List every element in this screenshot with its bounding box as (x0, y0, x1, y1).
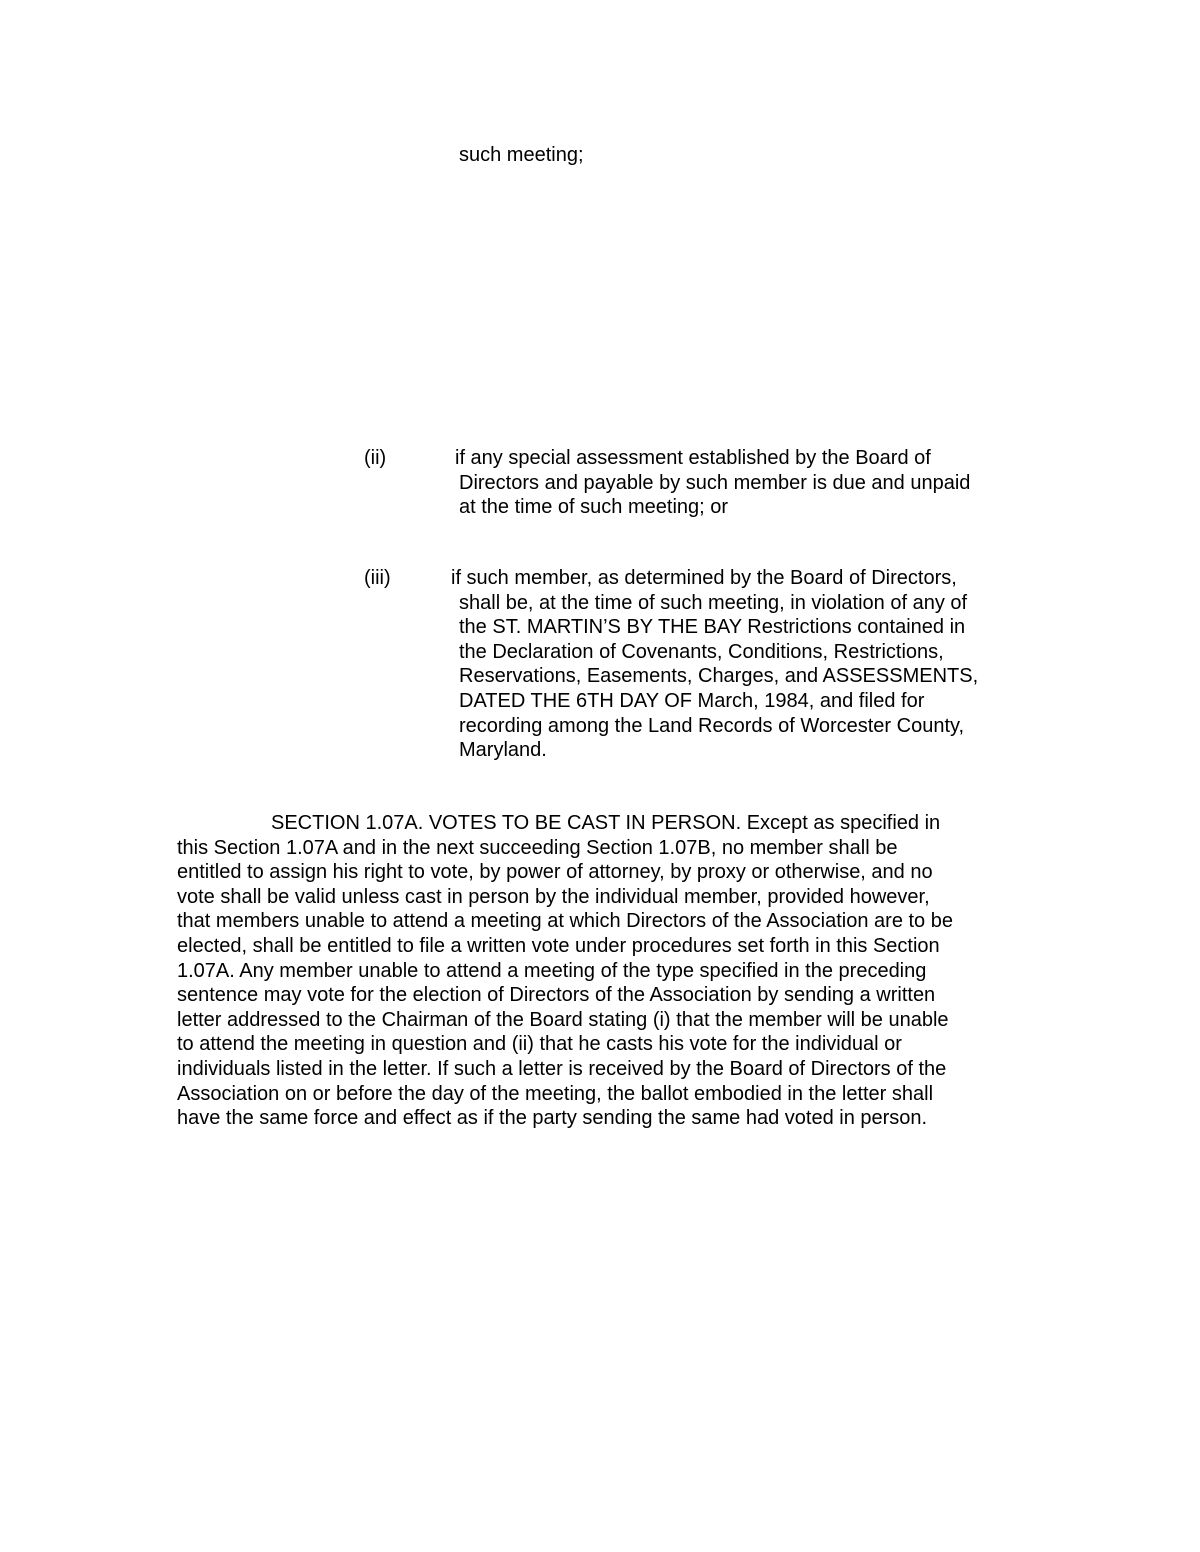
section-line: elected, shall be entitled to file a written vote under procedures set forth in this Section (177, 934, 940, 957)
section-line: Association on or before the day of the meeting, the ballot embodied in the letter shall (177, 1082, 934, 1105)
section-line: to attend the meeting in question and (ii) that he casts his vote for the individual or (177, 1033, 902, 1056)
section-line: sentence may vote for the election of Directors of the Association by sending a written (177, 984, 936, 1007)
list-item-line: at the time of such meeting; or (459, 496, 729, 519)
list-item-line: DATED THE 6TH DAY OF March, 1984, and filed for (459, 689, 925, 712)
list-item-line: Reservations, Easements, Charges, and ASSESSMENTS, (459, 665, 979, 688)
section-line: this Section 1.07A and in the next succeeding Section 1.07B, no member shall be (177, 836, 898, 859)
list-item-line: if such member, as determined by the Board of Directors, (451, 567, 957, 589)
section-line: letter addressed to the Chairman of the Board stating (i) that the member will be unable (177, 1008, 949, 1031)
list-item-marker: (iii) (364, 567, 391, 589)
section-line: individuals listed in the letter. If such a letter is received by the Board of Directors of the (177, 1057, 947, 1080)
list-item-line: the Declaration of Covenants, Conditions, Restrictions, (459, 640, 944, 663)
section-line: that members unable to attend a meeting at which Directors of the Association are to be (177, 910, 953, 933)
list-item-line: recording among the Land Records of Worcester County, (459, 714, 965, 737)
section-1-07a (177, 811, 1057, 1131)
list-item-line: the ST. MARTIN’S BY THE BAY Restrictions contained in (459, 616, 966, 639)
list-item-marker: (ii) (364, 447, 387, 469)
section-line: 1.07A. Any member unable to attend a meeting of the type specified in the preceding (177, 959, 927, 982)
list-item-line: shall be, at the time of such meeting, in violation of any of (459, 591, 968, 614)
list-item-line: Directors and payable by such member is due and unpaid (459, 471, 971, 494)
section-line: have the same force and effect as if the party sending the same had voted in person. (177, 1107, 928, 1130)
list-item-line: Maryland. (459, 739, 547, 762)
continuation-text: such meeting; (459, 144, 584, 166)
section-line: entitled to assign his right to vote, by power of attorney, by proxy or otherwise, and no (177, 861, 933, 884)
section-line: SECTION 1.07A. VOTES TO BE CAST IN PERSON. Except as specified in (271, 812, 941, 834)
section-line: vote shall be valid unless cast in person by the individual member, provided however, (177, 885, 930, 908)
list-item-line: if any special assessment established by the Board of (455, 447, 931, 469)
